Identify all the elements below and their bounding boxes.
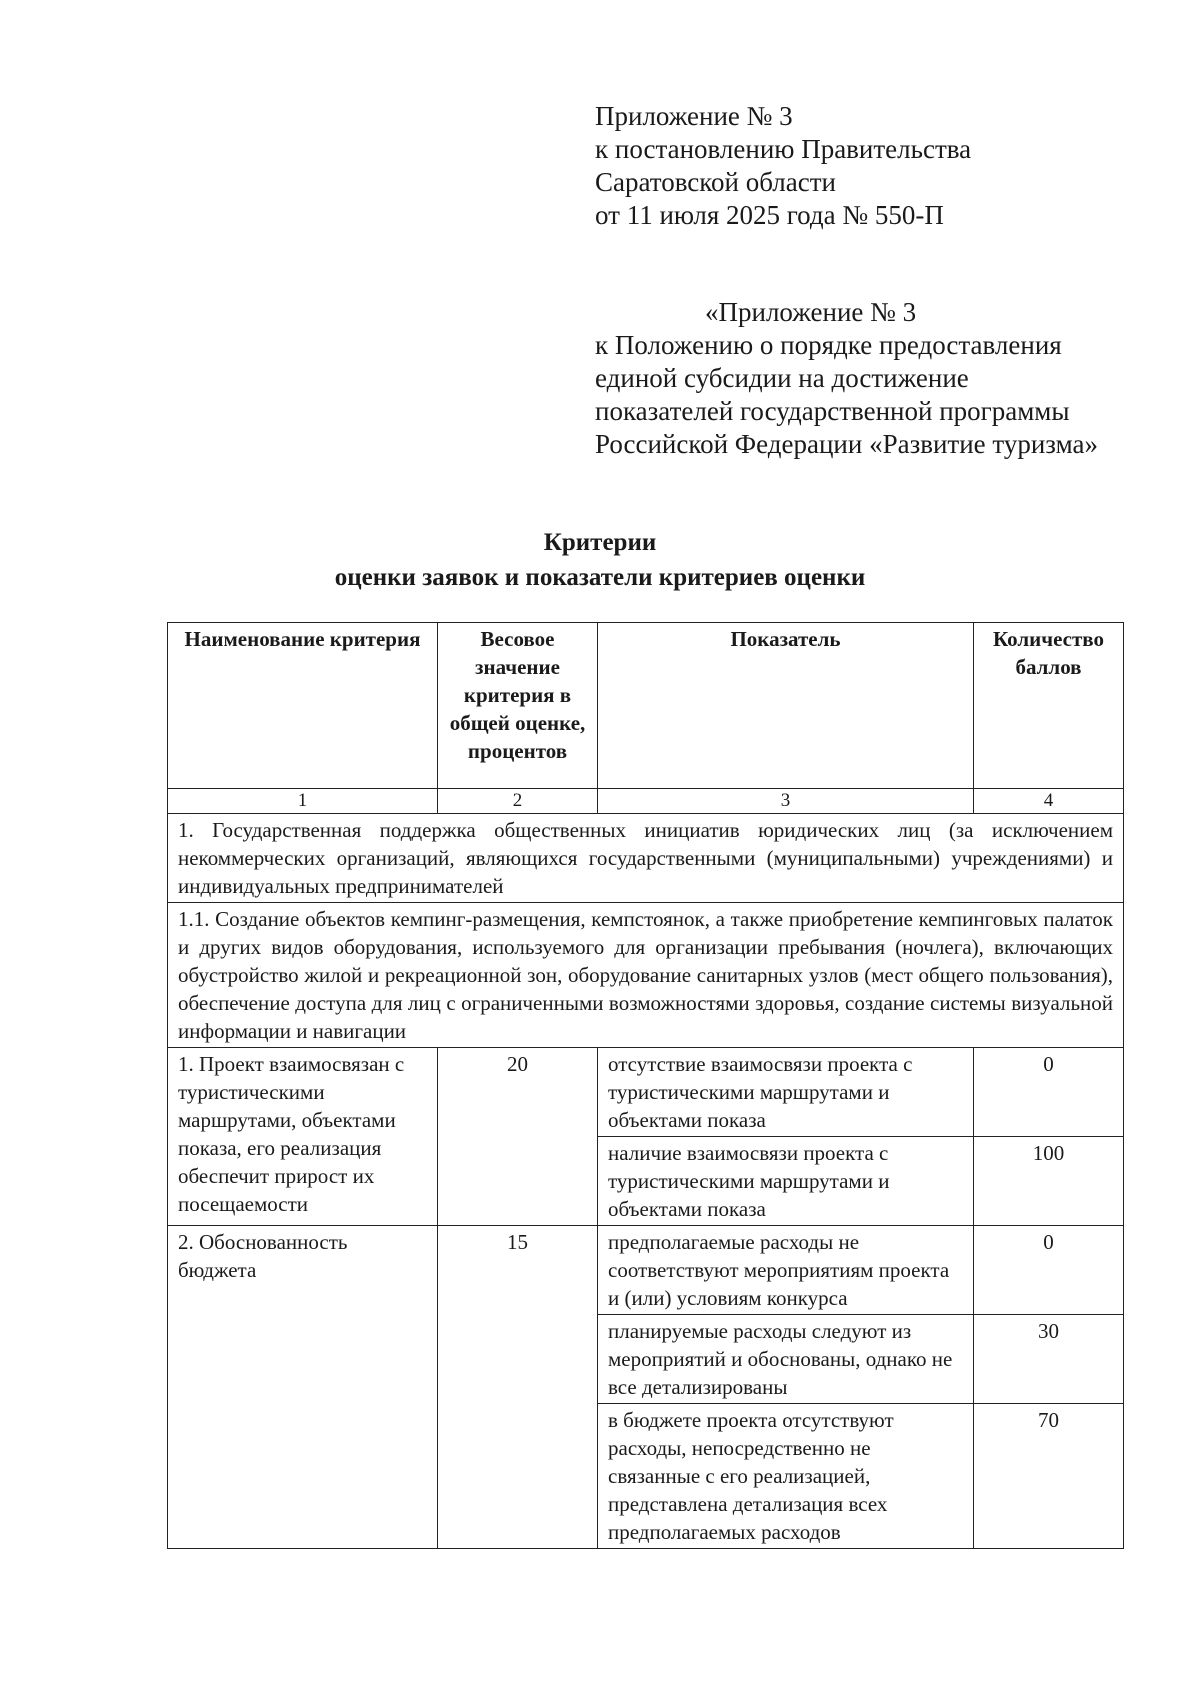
indicator-text: в бюджете проекта отсутствуют расходы, непосредственно не связанные с его реализацией, представлена детализация всех предполагаемых расходов	[598, 1404, 974, 1549]
column-number: 2	[438, 789, 598, 814]
appendix-line: к постановлению Правительства	[595, 134, 972, 164]
indicator-points: 70	[974, 1404, 1124, 1549]
indicator-points: 30	[974, 1315, 1124, 1404]
column-header: Весовое значение критерия в общей оценке, процентов	[438, 623, 598, 789]
column-number: 1	[168, 789, 438, 814]
criterion-weight: 20	[438, 1048, 598, 1226]
section-row	[168, 814, 1124, 903]
subsection-title: 1.1. Создание объектов кемпинг-размещения, кемпстоянок, а также приобретение кемпинговых палаток и других видов оборудования, используемого для организации пребывания (ночлега), включающих обустройство жилой и рекреационной зон, оборудование санитарных узлов (мест общего пользования), обеспечение доступа для лиц с ограниченными возможностями здоровья, создание системы визуальной информации и навигации	[168, 903, 1124, 1048]
indicator-text: планируемые расходы следуют из мероприятий и обоснованы, однако не все детализированы	[598, 1315, 974, 1404]
column-header: Количество баллов	[974, 623, 1124, 789]
annex-line: к Положению о порядке предоставления	[595, 330, 1062, 360]
indicator-points: 0	[974, 1226, 1124, 1315]
criterion-weight: 15	[438, 1226, 598, 1549]
annex-line: Российской Федерации «Развитие туризма»	[595, 429, 1098, 459]
column-number-row	[168, 789, 1124, 814]
indicator-points: 0	[974, 1048, 1124, 1137]
appendix-line: Приложение № 3	[595, 101, 793, 131]
subsection-row	[168, 903, 1124, 1048]
annex-header	[595, 296, 1098, 461]
table-header-row	[168, 623, 1124, 789]
appendix-line: от 11 июля 2025 года № 550-П	[595, 200, 944, 230]
page-title: Критерии	[543, 529, 657, 556]
table-row	[168, 1226, 1124, 1315]
indicator-text: наличие взаимосвязи проекта с туристическими маршрутами и объектами показа	[598, 1137, 974, 1226]
column-number: 3	[598, 789, 974, 814]
appendix-header	[595, 100, 971, 232]
section-title: 1. Государственная поддержка общественных инициатив юридических лиц (за исключением некоммерческих организаций, являющихся государственными (муниципальными) учреждениями) и индивидуальных предпринимателей	[168, 814, 1124, 903]
annex-line: показателей государственной программы	[595, 396, 1070, 426]
indicator-text: отсутствие взаимосвязи проекта с туристическими маршрутами и объектами показа	[598, 1048, 974, 1137]
indicator-text: предполагаемые расходы не соответствуют мероприятиям проекта и (или) условиям конкурса	[598, 1226, 974, 1315]
column-header: Наименование критерия	[168, 623, 438, 789]
table-row	[168, 1048, 1124, 1137]
criterion-name: 1. Проект взаимосвязан с туристическими маршрутами, объектами показа, его реализация обеспечит прирост их посещаемости	[168, 1048, 438, 1226]
annex-line: единой субсидии на достижение	[595, 363, 969, 393]
column-header: Показатель	[598, 623, 974, 789]
criteria-table	[167, 622, 1124, 1549]
criterion-name: 2. Обоснованность бюджета	[168, 1226, 438, 1549]
annex-line: «Приложение № 3	[705, 297, 917, 327]
indicator-points: 100	[974, 1137, 1124, 1226]
page-subtitle: оценки заявок и показатели критериев оценки	[334, 564, 866, 591]
column-number: 4	[974, 789, 1124, 814]
appendix-line: Саратовской области	[595, 167, 836, 197]
